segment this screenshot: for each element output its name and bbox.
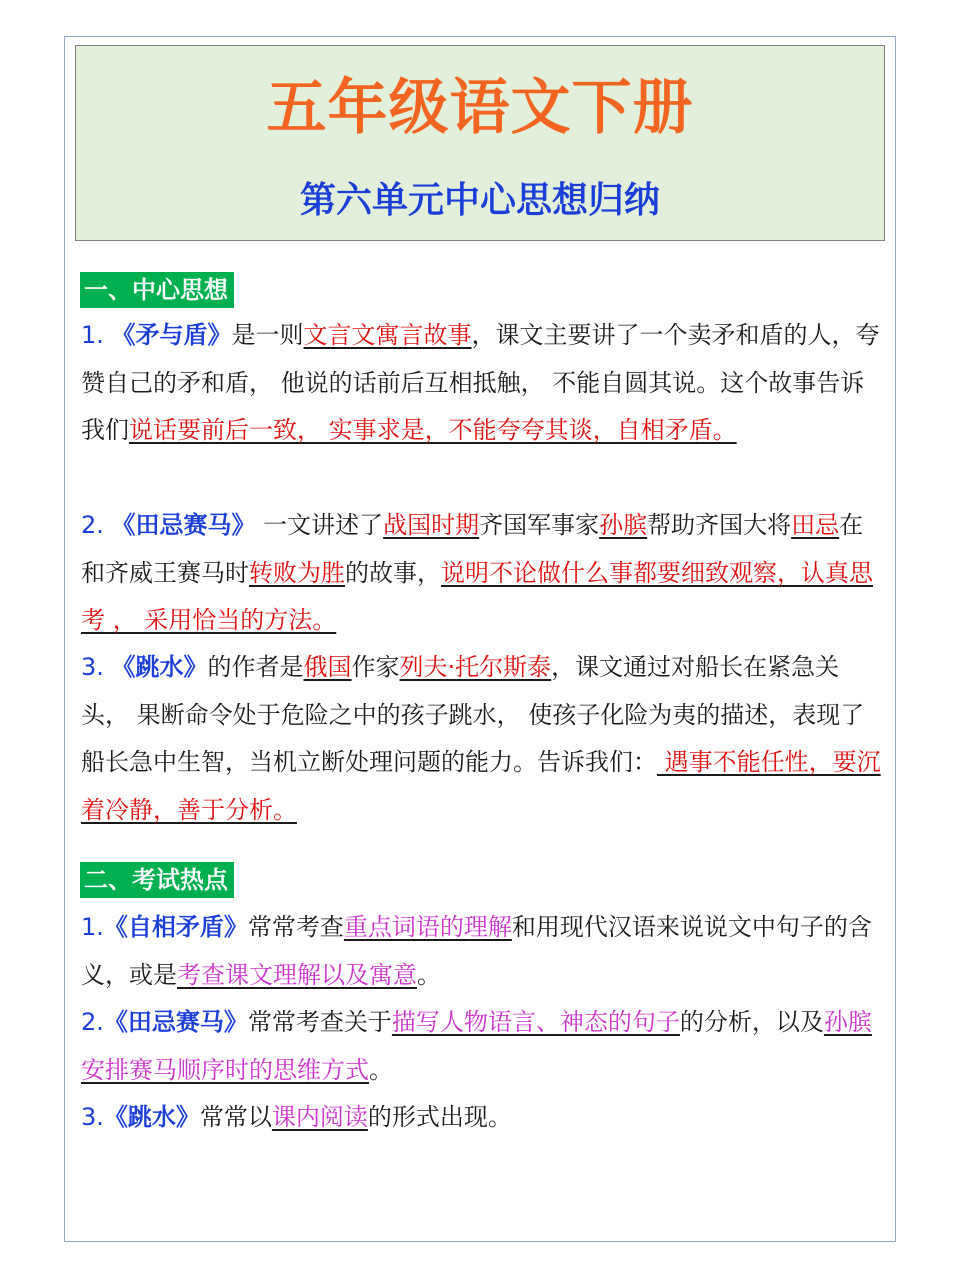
key-phrase: 说明不论做什么事都要细致观察，认真思考 ， 采用恰当的方法。 xyxy=(81,558,873,634)
key-phrase: 遇事不能任性，要沉着冷静，善于分析。 xyxy=(81,748,881,824)
list-item-tian-ji-hotspot xyxy=(81,999,881,1094)
key-phrase: 课内阅读 xyxy=(271,1103,368,1131)
key-phrase: 描写人物语言、神态的句子 xyxy=(391,1008,680,1036)
header-banner xyxy=(75,45,885,241)
page-title: 五年级语文下册 xyxy=(266,73,694,143)
body-text: 。 xyxy=(369,1055,393,1084)
key-phrase: 战国时期 xyxy=(383,511,480,539)
key-phrase: 转败为胜 xyxy=(249,558,345,587)
key-phrase: 文言文寓言故事 xyxy=(303,321,472,349)
book-title: 《跳水》 xyxy=(103,1103,200,1131)
key-phrase: 田忌 xyxy=(791,511,840,539)
body-text: ，课文主要讲了一个卖矛和盾的人，夸赞自己的矛和盾， 他说的话前后互相抵触， 不能自圆其说。这个故事告诉我们 xyxy=(81,321,880,444)
body-text: 常常以 xyxy=(199,1103,272,1131)
key-phrase: 考查课文理解以及寓意 xyxy=(177,960,417,989)
body-text: 是一则 xyxy=(231,321,304,349)
item-number: 1. xyxy=(81,321,112,349)
list-item-zi-xiang-mao-dun xyxy=(81,904,881,999)
body-text: 常常考查 xyxy=(247,913,344,941)
book-title: 《田忌赛马》 xyxy=(111,511,256,539)
page-subtitle: 第六单元中心思想归纳 xyxy=(299,179,660,221)
body-text: 和用现代汉语来说说文中句子的含义，或是 xyxy=(81,913,872,989)
book-title: 《自相矛盾》 xyxy=(103,913,248,941)
key-phrase: 俄国 xyxy=(303,653,352,681)
body-text: 的形式出现。 xyxy=(367,1103,512,1131)
body-text: 的分析，以及 xyxy=(679,1008,824,1036)
key-phrase: 列夫·托尔斯泰 xyxy=(399,653,552,681)
key-phrase: 孙膑安排赛马顺序时的思维方式 xyxy=(81,1008,872,1084)
body-text: ，课文通过对船长在紧急关头， 果断命令处于危险之中的孩子跳水， 使孩子化险为夷的描述，表现了船长急中生智，当机立断处理问题的能力。告诉我们： xyxy=(81,653,865,776)
body-text: 的故事， xyxy=(345,558,441,587)
book-title: 《跳水》 xyxy=(111,653,208,681)
item-number: 1. xyxy=(81,913,104,941)
list-item-tiao-shui-hotspot xyxy=(81,1094,881,1142)
body-text: 一文讲述了 xyxy=(255,511,384,539)
list-item-tiao-shui xyxy=(81,644,881,834)
body-text: 在和齐威王赛马时 xyxy=(81,511,864,587)
key-phrase: 重点词语的理解 xyxy=(343,913,512,941)
item-number: 2. xyxy=(81,1008,104,1036)
body-text: 齐国军事家 xyxy=(479,511,600,539)
body-text: 帮助齐国大将 xyxy=(647,511,792,539)
body-text: 作家 xyxy=(351,653,400,681)
body-text: 常常考查关于 xyxy=(247,1008,392,1036)
section-heading-exam-hotspots: 二、考试热点 xyxy=(80,862,234,898)
list-item-mao-yu-dun xyxy=(81,312,881,455)
item-number: 2. xyxy=(81,511,112,539)
item-number: 3. xyxy=(81,1103,104,1131)
key-phrase: 孙膑 xyxy=(599,511,648,539)
body-text: 。 xyxy=(417,960,441,989)
section-heading-central-ideas: 一、中心思想 xyxy=(80,272,234,308)
body-text: 的作者是 xyxy=(207,653,304,681)
book-title: 《田忌赛马》 xyxy=(103,1008,248,1036)
item-number: 3. xyxy=(81,653,112,681)
list-item-tian-ji-sai-ma xyxy=(81,502,881,645)
key-phrase: 说话要前后一致， 实事求是，不能夸夸其谈，自相矛盾。 xyxy=(129,416,737,444)
book-title: 《矛与盾》 xyxy=(111,321,232,349)
